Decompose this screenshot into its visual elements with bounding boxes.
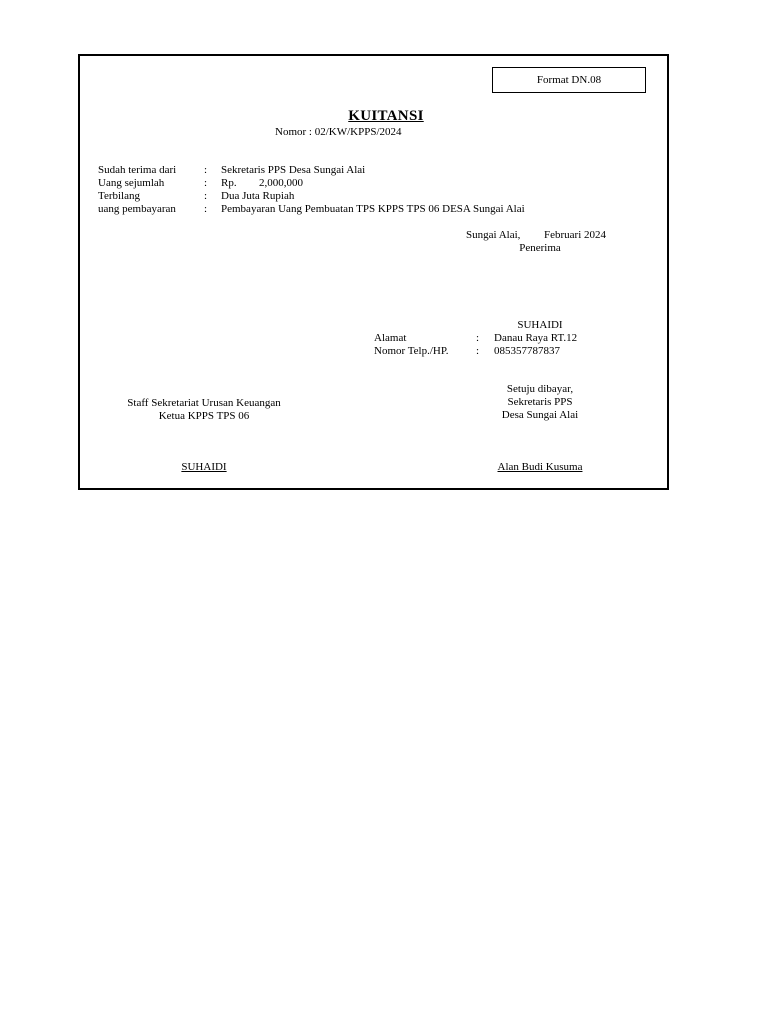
receiver-role: Penerima — [519, 242, 561, 254]
field-value-payment-for: Pembayaran Uang Pembuatan TPS KPPS TPS 06 DESA Sungai Alai — [221, 203, 525, 215]
receiver-address-value: Danau Raya RT.12 — [494, 332, 578, 344]
document-title: KUITANSI — [348, 108, 424, 124]
field-label-in-words: Terbilang — [98, 190, 140, 202]
date: Februari 2024 — [544, 229, 607, 241]
approval-text: Setuju dibayar, — [506, 383, 574, 395]
field-value-currency: Rp. — [221, 177, 237, 189]
field-separator: : — [476, 345, 480, 357]
left-signer-title: Staff Sekretariat Urusan Keuangan — [127, 397, 281, 409]
field-label-amount: Uang sejumlah — [98, 177, 165, 189]
field-label-payment-for: uang pembayaran — [98, 203, 176, 215]
receiver-name: SUHAIDI — [517, 319, 563, 331]
field-value-in-words: Dua Juta Rupiah — [221, 190, 295, 202]
field-label-received-from: Sudah terima dari — [98, 164, 177, 176]
left-signer-role: Ketua KPPS TPS 06 — [158, 410, 250, 422]
field-separator: : — [204, 164, 208, 176]
approver-organization: Desa Sungai Alai — [501, 409, 579, 421]
approver-name: Alan Budi Kusuma — [497, 461, 583, 473]
format-label: Format DN.08 — [492, 67, 646, 93]
receiver-phone-label: Nomor Telp./HP. — [374, 345, 449, 357]
receiver-address-label: Alamat — [374, 332, 407, 344]
field-separator: : — [204, 203, 208, 215]
field-separator: : — [476, 332, 480, 344]
place: Sungai Alai, — [466, 229, 521, 241]
document-number: Nomor : 02/KW/KPPS/2024 — [275, 126, 402, 138]
left-signer-name: SUHAIDI — [181, 461, 227, 473]
field-separator: : — [204, 177, 208, 189]
field-value-amount: 2,000,000 — [259, 177, 303, 189]
field-value-received-from: Sekretaris PPS Desa Sungai Alai — [221, 164, 366, 176]
receiver-phone-value: 085357787837 — [494, 345, 560, 357]
field-separator: : — [204, 190, 208, 202]
approver-title: Sekretaris PPS — [507, 396, 573, 408]
